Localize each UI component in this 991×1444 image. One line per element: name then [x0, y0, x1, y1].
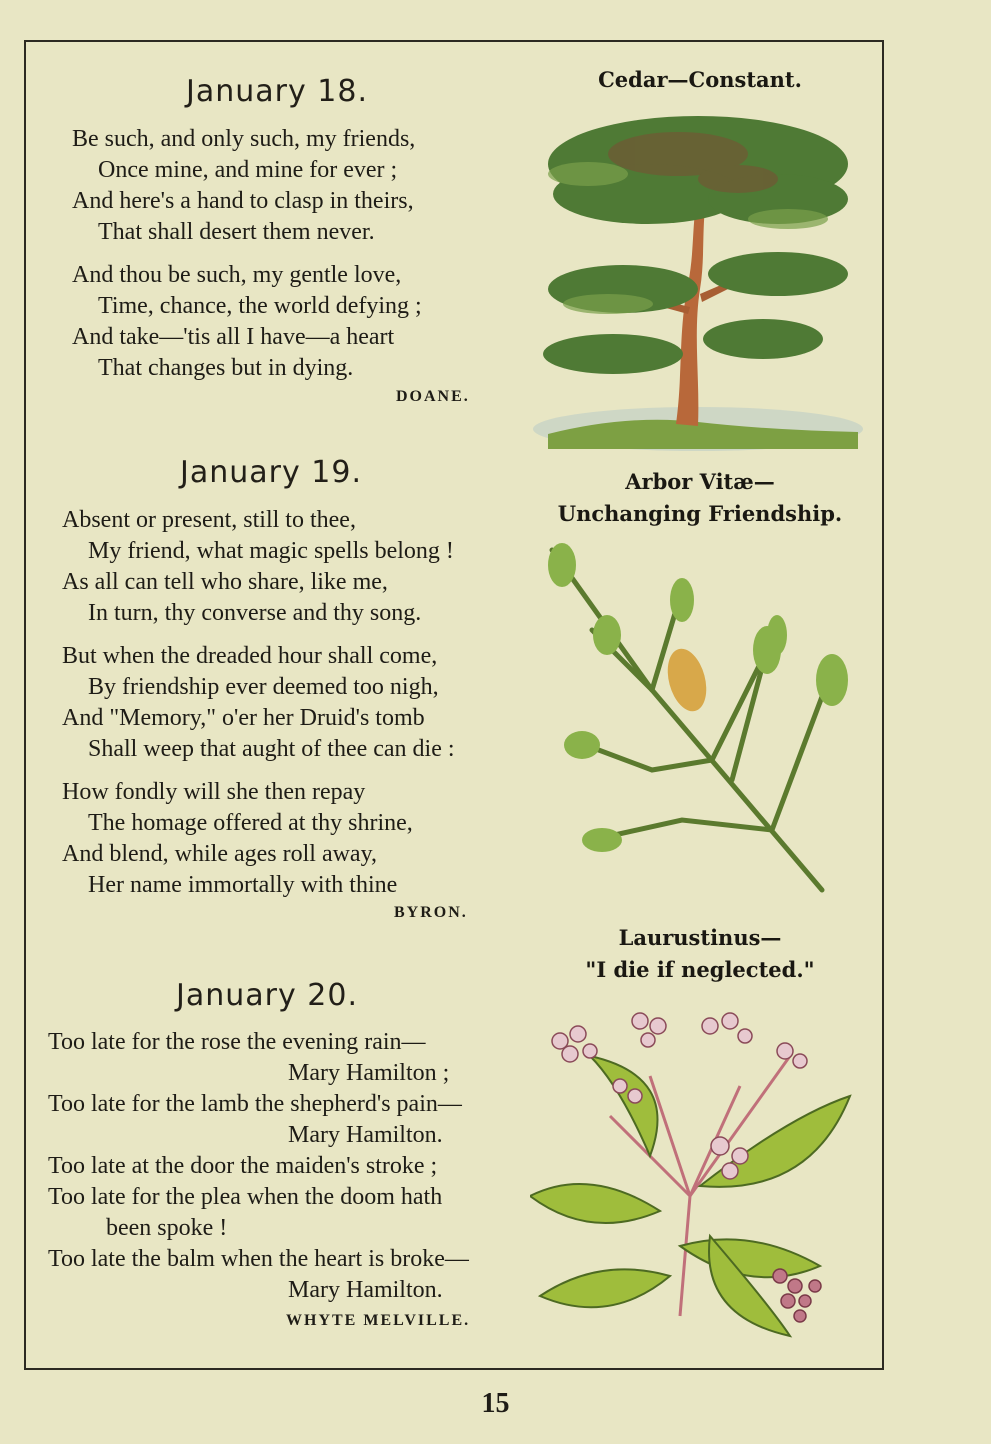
caption-arbor-vitae: [540, 466, 860, 530]
poem-line: My friend, what magic spells belong !: [88, 538, 454, 564]
poem-jan-18: [72, 124, 422, 384]
author-doane: DOANE.: [396, 388, 470, 405]
author-byron: BYRON.: [394, 904, 468, 921]
poem-line: How fondly will she then repay: [62, 779, 366, 805]
poem-line: The homage offered at thy shrine,: [88, 810, 413, 836]
poem-line: Absent or present, still to thee,: [62, 507, 356, 533]
date-heading-jan-18: January 18.: [186, 74, 368, 109]
poem-line: As all can tell who share, like me,: [62, 569, 388, 595]
poem-refrain: Mary Hamilton ;: [288, 1060, 450, 1086]
poem-jan-20: [48, 1027, 469, 1306]
poem-line: Too late for the plea when the doom hath: [48, 1184, 443, 1210]
stanza-gap: [62, 765, 455, 777]
date-heading-jan-20: January 20.: [176, 978, 358, 1013]
poem-line: In turn, thy converse and thy song.: [88, 600, 422, 626]
poem-refrain: Mary Hamilton.: [288, 1122, 443, 1148]
poem-line: Too late for the rose the evening rain—: [48, 1029, 426, 1055]
stanza-gap: [72, 248, 422, 260]
poem-line: And blend, while ages roll away,: [62, 841, 378, 867]
caption-laurustinus: [540, 922, 860, 986]
caption-line: "I die if neglected.": [585, 957, 815, 982]
caption-line: Arbor Vitæ—: [625, 469, 775, 494]
poem-line: Once mine, and mine for ever ;: [98, 157, 398, 183]
poem-line: been spoke !: [106, 1215, 228, 1241]
poem-line: And "Memory," o'er her Druid's tomb: [62, 705, 425, 731]
poem-jan-19: [62, 505, 455, 901]
poem-line: That shall desert them never.: [98, 219, 375, 245]
poem-line: By friendship ever deemed too nigh,: [88, 674, 439, 700]
poem-line: Shall weep that aught of thee can die :: [88, 736, 455, 762]
poem-line: Time, chance, the world defying ;: [98, 293, 422, 319]
poem-line: Her name immortally with thine: [88, 872, 398, 898]
poem-line: Be such, and only such, my friends,: [72, 126, 416, 152]
poem-line: And thou be such, my gentle love,: [72, 262, 402, 288]
page-number: 15: [481, 1388, 510, 1419]
caption-cedar: Cedar—Constant.: [598, 67, 802, 92]
poem-line: And take—'tis all I have—a heart: [72, 324, 395, 350]
cedar-tree-illustration: [528, 104, 868, 454]
poem-line: Too late the balm when the heart is broke—: [48, 1246, 469, 1272]
date-heading-jan-19: January 19.: [180, 455, 362, 490]
poem-line: But when the dreaded hour shall come,: [62, 643, 438, 669]
laurustinus-illustration: [530, 996, 865, 1346]
poem-refrain: Mary Hamilton.: [288, 1277, 443, 1303]
arbor-vitae-illustration: [532, 540, 862, 900]
caption-line: Laurustinus—: [618, 925, 782, 950]
poem-line: Too late for the lamb the shepherd's pain—: [48, 1091, 462, 1117]
poem-line: And here's a hand to clasp in theirs,: [72, 188, 414, 214]
stanza-gap: [62, 629, 455, 641]
poem-line: Too late at the door the maiden's stroke ;: [48, 1153, 438, 1179]
poem-line: That changes but in dying.: [98, 355, 354, 381]
caption-line: Unchanging Friendship.: [557, 501, 843, 526]
author-whyte-melville: WHYTE MELVILLE.: [286, 1312, 471, 1329]
